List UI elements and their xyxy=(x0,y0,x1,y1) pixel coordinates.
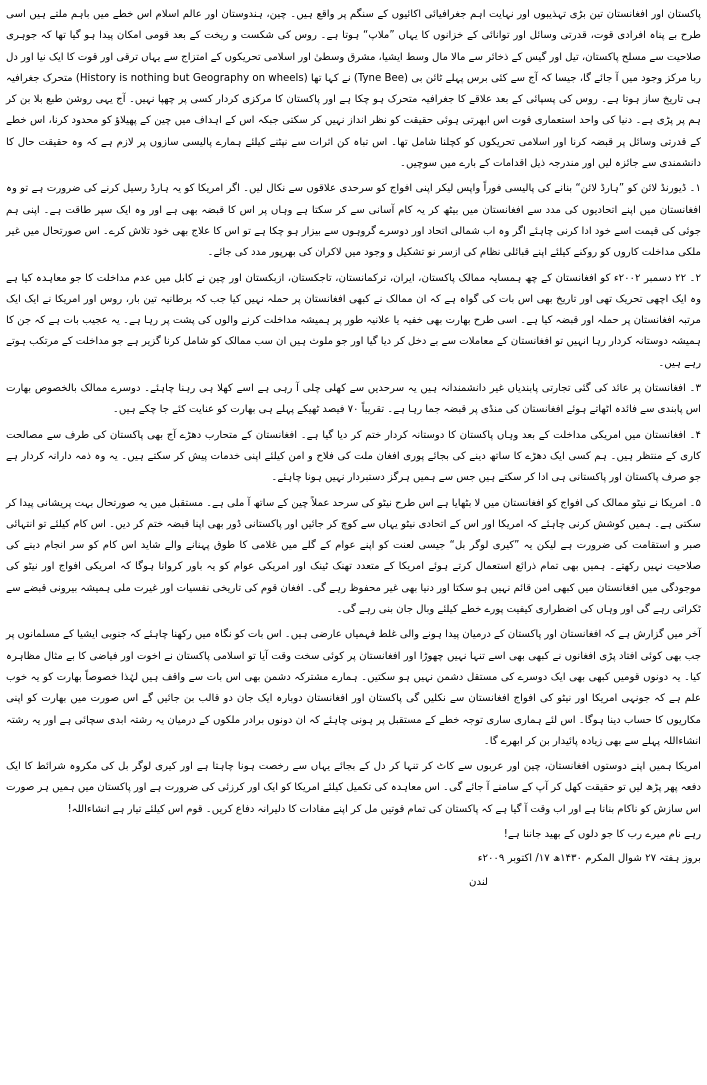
article-paragraph-closing: امریکا ہمیں اپنے دوستوں افغانستان، چین اور عربوں سے کاٹ کر تنہا کر دل کے بجائے یہاں سے رخصت ہونا چاہتا ہے اور کیری لوگر بل کی مکروہ شرائط کا ایک دفعہ پھر پڑھ لیں تو حقیقت کھل کر آپ کے سامنے آ جائے گی۔ اس معاہدہ کی تکمیل کیلئے امریکا کو ایک اور کرزئی کی ضرورت ہے اور پاکستان میں ہمیں ہر صورت اس سازش کو ناکام بنانا ہے اور اب وقت آ گیا ہے کہ پاکستان کی تمام قوتیں مل کر اپنے مفادات کا دلیرانہ دفاع کریں۔ قوم اس کیلئے تیار ہے انشاءاللہ! xyxy=(6,761,701,815)
article-paragraph-point-5: ۵۔ امریکا نے نیٹو ممالک کی افواج کو افغانستان میں لا بٹھایا ہے اس طرح نیٹو کی سرحد عملاً چین کے ساتھ آ ملی ہے۔ مستقبل میں یہ صورتحال بہت پریشانی پیدا کر سکتی ہے۔ ہمیں کوشش کرنی چاہئے کہ امریکا اور اس کے اتحادی نیٹو یہاں سے کوچ کر جائیں اور پاکستانی ڈور بھی اپنا قبضہ ختم کر دیں۔ اس کام کیلئے تو انتہائی صبر و استقامت کی ضرورت ہے لیکن یہ ”کیری لوگر بل“ جیسی لعنت کو اپنے عوام کے گلے میں غلامی کا طوق پہنانے والے شاید اس کام کو سر انجام دینے کی صلاحیت نہیں رکھتے۔ ہمیں بھی تمام ذرائع استعمال کرتے ہوئے امریکا کے متعدد تھنک ٹینک اور امریکی عوام کو یہ باور کروانا ہوگا کہ امریکی افواج اور نیٹو کی موجودگی میں افغانستان میں کبھی امن قائم نہیں ہو سکتا اور دنیا بھی غیر محفوظ رہے گی۔ افغان قوم کی تاریخی نفسیات اور غیرت ملی ہمیشہ بیرونی قبضے سے ٹکراتی رہے گی اور وہاں کی اضطراری کیفیت پورے خطے کیلئے وبال جان بنی رہے گی۔ xyxy=(6,497,701,616)
article-paragraph-point-4: ۴۔ افغانستان میں امریکی مداخلت کے بعد وہاں پاکستان کا دوستانہ کردار ختم کر دیا گیا ہے۔ افغانستان کے متحارب دھڑے آج بھی پاکستان کی طرف سے مصالحت کاری کے منتظر ہیں۔ ہم کسی ایک دھڑے کا ساتھ دینے کی بجائے پوری افغان ملت کی فلاح و امن کیلئے اپنی خدمات پیش کر سکتے ہیں۔ یہ وہ ذمہ دارانہ کردار ہے جو صرف پاکستان اور پاکستانی ہی ادا کر سکتے ہیں جس سے ہمیں ہرگز دستبردار نہیں ہونا چاہئے۔ xyxy=(6,429,701,484)
article-place: لندن xyxy=(468,876,488,888)
article-dateline: بروز ہفتہ ۲۷ شوال المکرم ۱۴۳۰ھ ۱۷/ اکتوبر ۲۰۰۹ء xyxy=(477,852,701,864)
article-paragraph-point-1: ۱۔ ڈیورنڈ لائن کو ”ہارڈ لائن“ بنانے کی پالیسی فوراً واپس لیکر اپنی افواج کو سرحدی علاقوں سے نکال لیں۔ اگر امریکا کو یہ ہارڈ رسیل کرنے کی ضرورت ہے تو وہ افغانستان میں اپنے اتحادیوں کی مدد سے افغانستان میں بیٹھ کر یہ کام آسانی سے کر سکتا ہے وہاں پر اس کا قبضہ بھی ہے اور وہ ایک سپر طاقت ہے۔ اپنی ہم جوئی کی قیمت اسے خود ادا کرنی چاہئے اگر وہ اب شمالی اتحاد اور دوسرے گروہوں سے بیزار ہو چکا ہے تو اس کا علاج بھی خود تلاش کرے۔ اس صورتحال میں غیر ملکی مداخلت کاروں کو روکنے کیلئے اپنے قبائلی نظام کی ازسر نو تشکیل و وجود میں لاکران کی بھرپور مدد کی جائے۔ xyxy=(6,183,701,259)
article-paragraph-intro: پاکستان اور افغانستان تین بڑی تہذیبوں اور نہایت اہم جغرافیائی اکائیوں کے سنگم پر واقع ہیں۔ چین، ہندوستان اور عالم اسلام اس خطے میں باہم ملتے ہیں اسی طرح بے پناہ افرادی قوت، قدرتی وسائل اور توانائی کے خزانوں کا یہاں ”ملاپ“ ہوتا ہے۔ روس کی شکست و ریخت کے بعد قومی امکان پیدا ہو گیا تھا کہ جوہری صلاحیت سے مسلح پاکستان، تیل اور گیس کے ذخائر سے مالا مال وسط ایشیا، مشرق وسطیٰ اور اسلامی تحریکوں کے امتزاج سے یہاں ترقی اور قوت کا ایک نیا اور دل ربا مرکز وجود میں آ جائے گا، جیسا کہ آج سے کئی برس پہلے ٹائن بی (Tyne Bee) نے کہا تھا (History is nothing but Geography on wheels) متحرک جغرافیہ ہی تاریخ ساز ہوتا ہے۔ روس کی پسپائی کے بعد علاقے کا جغرافیہ متحرک ہو چکا ہے اور پاکستان کا مرکزی کردار کسی پر چھپا نہیں۔ آج یہی روشن طبع بلا بن کر ہم پر پڑی ہے۔ دنیا کی واحد استعماری قوت اس ابھرتی ہوئی حقیقت کو نظر انداز نہیں کر سکتی جبکہ اس کے اہداف میں چین کے پھیلاؤ کو محدود کرنا، اس خطے کے قدرتی وسائل پر قبضہ کرنا اور اسلامی تحریکوں کو کچلنا شامل تھا۔ اس تباہ کن اثرات سے نپٹنے کیلئے ہمارے پالیسی سازوں پر لازم ہے کہ وہ حقیقت حال کا دانشمندی سے جائزہ لیں اور مندرجہ ذیل اقدامات کے بارے میں سوچیں۔ xyxy=(6,9,701,170)
article-paragraph-point-2: ۲۔ ۲۲ دسمبر ۲۰۰۲ء کو افغانستان کے چھ ہمسایہ ممالک پاکستان، ایران، ترکمانستان، تاجکستان، ازبکستان اور چین نے کابل میں عدم مداخلت کا جو معاہدہ کیا ہے وہ ایک اچھی تحریک تھی اور تاریخ بھی اس بات کی گواہ ہے کہ ان ممالک نے کبھی افغانستان پر حملہ نہیں کیا جب کہ برطانیہ تین بار، روس اور امریکا نے ایک ایک مرتبہ افغانستان پر حملہ اور قبضہ کیا ہے۔ اسی طرح بھارت بھی خفیہ یا علانیہ طور پر ہمیشہ مداخلت کرنے والوں کی پشت پر رہا ہے۔ یہ عجیب بات ہے کہ جن کا ہمیشہ دوستانہ کردار رہا انہیں تو افغانستان کے معاملات سے بے دخل کر دیا گیا اور جو ملوث ہیں ان سب ممالک کو شامل کرنا گزیر ہے جو مداخلت کے مرتکب ہوتے رہے ہیں۔ xyxy=(6,272,701,369)
article-paragraph-point-3: ۳۔ افغانستان پر عائد کی گئی تجارتی پابندیاں غیر دانشمندانہ ہیں یہ سرحدیں سے کھلی چلی آ رہی ہے اسے کھلا ہی رہنا چاہئے۔ دوسرے ممالک بالخصوص بھارت اس پابندی سے فائدہ اٹھاتے ہوئے افغانستان کی منڈی پر قبضہ جما رہا ہے۔ تقریباً ۷۰ فیصد ٹھیکے پہلے ہی بھارت کو عنایت کئے جا چکے ہیں۔ xyxy=(6,383,701,416)
article-paragraph-conclusion: آخر میں گزارش ہے کہ افغانستان اور پاکستان کے درمیان پیدا ہونے والی غلط فہمیاں عارضی ہیں۔ اس بات کو نگاہ میں رکھنا چاہئے کہ جنوبی ایشیا کے مسلمانوں پر جب بھی کوئی افتاد پڑی افغانوں نے کبھی بھی اسے تنہا نہیں چھوڑا اور افغانستان پر کوئی سخت وقت آیا تو اسلامی پاکستان نے اخوت اور فیاضی کا بے مثال مظاہرہ کیا۔ یہ دونوں قومیں کبھی بھی ایک دوسرے کی مستقل دشمن نہیں ہو سکتیں۔ ہمارے مشترکہ دشمن بھی اس بات سے واقف ہیں لہٰذا خصوصاً بھارت کو یہ خوب علم ہے کہ جونہی امریکا اور نیٹو کی افواج افغانستان سے نکلیں گی پاکستان اور افغانستان دوبارہ ایک جان دو قالب بن جائیں گے اس صورت میں بھارت کو اپنی مکاریوں کا حساب دینا ہوگا۔ اس لئے ہماری ساری توجہ خطے کے مستقبل پر ہونی چاہئے کہ ان دونوں برادر ملکوں کے درمیان یہ رشتہ ابدی سچائی ہے اور یہ رشتہ انشاءاللہ پہلے سے بھی زیادہ پائیدار بن کر ابھرے گا۔ xyxy=(6,629,702,747)
article-signoff: رہے نام میرے رب کا جو دلوں کے بھید جاننا ہے! xyxy=(503,828,701,840)
